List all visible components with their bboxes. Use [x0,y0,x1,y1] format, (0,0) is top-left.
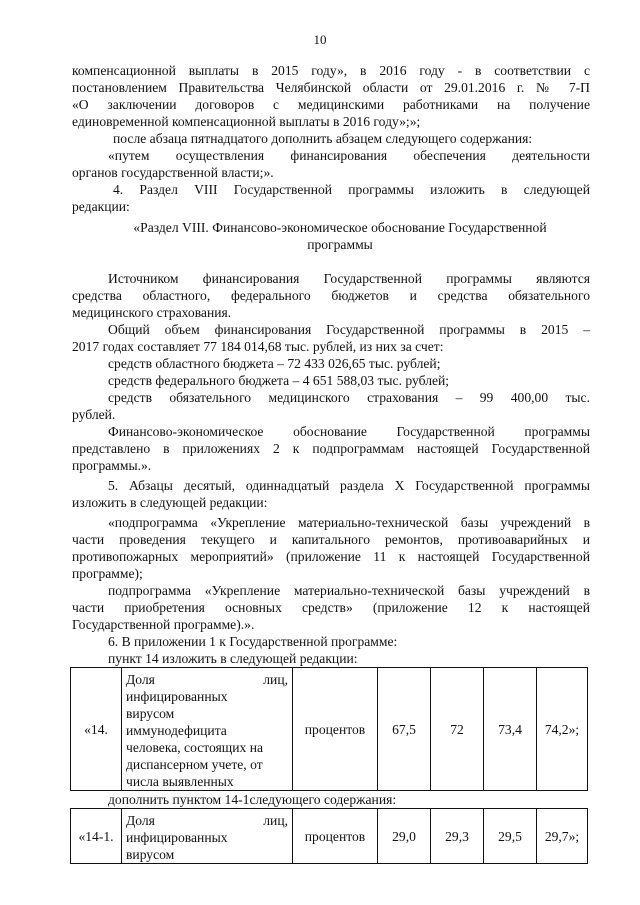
description-line: числа выявленных [126,774,234,789]
table-cell-value: 29,5 [484,809,537,864]
text-line: 4. Раздел VIII Государственной программы изложить в следующей [113,182,590,197]
text-line: представлено в приложениях 2 к подпрограммам настоящей Государственной [72,441,590,456]
description-line: вирусом [126,847,175,862]
section-heading: «Раздел VIII. Финансово-экономическое обоснование Государственной [133,220,547,235]
text-line: средств обязательного медицинского страхования – 99 400,00 тыс. [108,390,590,405]
text-line: рублей. [72,407,116,422]
text-line: дополнить пунктом 14-1следующего содержания: [108,792,397,807]
text-line: 2017 годах составляет 77 184 014,68 тыс. рублей, из них за счет: [72,339,444,354]
text-line: средств областного бюджета – 72 433 026,65 тыс. рублей; [108,356,441,371]
text-line: Финансово-экономическое обоснование Государственной программы [108,424,590,439]
text-line: пункт 14 изложить в следующей редакции: [108,651,358,666]
text-line: постановлением Правительства Челябинской области от 29.01.2016 г. № 7-П [72,80,590,95]
text-line: Государственной программе).». [72,617,255,632]
table-cell-value: 29,7»; [537,809,588,864]
table-cell-value: 72 [431,668,484,791]
table-cell-value: 74,2»; [537,668,588,791]
text-line: после абзаца пятнадцатого дополнить абзацем следующего содержания: [113,131,533,146]
text-line: программы.». [72,458,152,473]
text-line: части приобретения основных средств» (приложение 12 к настоящей [72,600,590,615]
text-line: медицинского страхования. [72,305,232,320]
text-line: подпрограмма «Укрепление материально-технической базы учреждений в [108,583,590,598]
description-line: человека, состоящих на [126,740,264,755]
indicator-table-14 [70,667,588,791]
text-line: 5. Абзацы десятый, одиннадцатый раздела X Государственной программы [108,478,590,493]
description-line: Доля лиц, [126,813,288,828]
text-line: единовременной компенсационной выплаты в 2016 году»;»; [72,114,421,129]
table-cell-value: 67,5 [378,668,431,791]
text-line: части проведения текущего и капитального ремонтов, противоаварийных и [72,532,590,547]
table-row [71,809,588,864]
text-line: программе); [72,566,143,581]
text-line: средств федерального бюджета – 4 651 588,03 тыс. рублей; [108,373,450,388]
text-line: «О заключении договоров с медицинскими работниками на получение [72,97,590,112]
description-line: Доля лиц, [126,672,288,687]
text-line: «путем осуществления финансирования обеспечения деятельности [108,148,590,163]
text-line: органов государственной власти;». [72,165,274,180]
text-line: Общий объем финансирования Государственной программы в 2015 – [108,322,590,337]
description-line: вирусом [126,706,175,721]
description-line: инфицированных [126,689,228,704]
text-line: Источником финансирования Государственной программы являются [108,271,590,286]
text-line: компенсационной выплаты в 2015 году», в 2016 году - в соответствии с [72,63,590,78]
section-heading: программы [307,237,373,252]
table-cell-description [122,809,293,864]
text-line: изложить в следующей редакции: [72,495,268,510]
table-cell-description [122,668,293,791]
table-cell-value: 29,0 [378,809,431,864]
text-line: средства областного, федерального бюджетов и средства обязательного [72,288,590,303]
table-cell-value: 73,4 [484,668,537,791]
text-line: 6. В приложении 1 к Государственной программе: [108,634,398,649]
table-cell-value: 29,3 [431,809,484,864]
text-line: «подпрограмма «Укрепление материально-технической базы учреждений в [108,515,590,530]
table-cell-number: «14. [71,668,122,791]
description-line: иммунодефицита [126,723,227,738]
text-line: редакции: [72,199,130,214]
description-line: диспансерном учете, от [126,757,263,772]
text-line: противопожарных мероприятий» (приложение 11 к настоящей Государственной [72,549,590,564]
page-number: 10 [313,32,327,47]
table-row [71,668,588,791]
description-line: инфицированных [126,830,228,845]
table-cell-number: «14-1. [71,809,122,864]
table-cell-unit: процентов [293,809,378,864]
table-cell-unit: процентов [293,668,378,791]
indicator-table-14-1 [70,808,588,864]
